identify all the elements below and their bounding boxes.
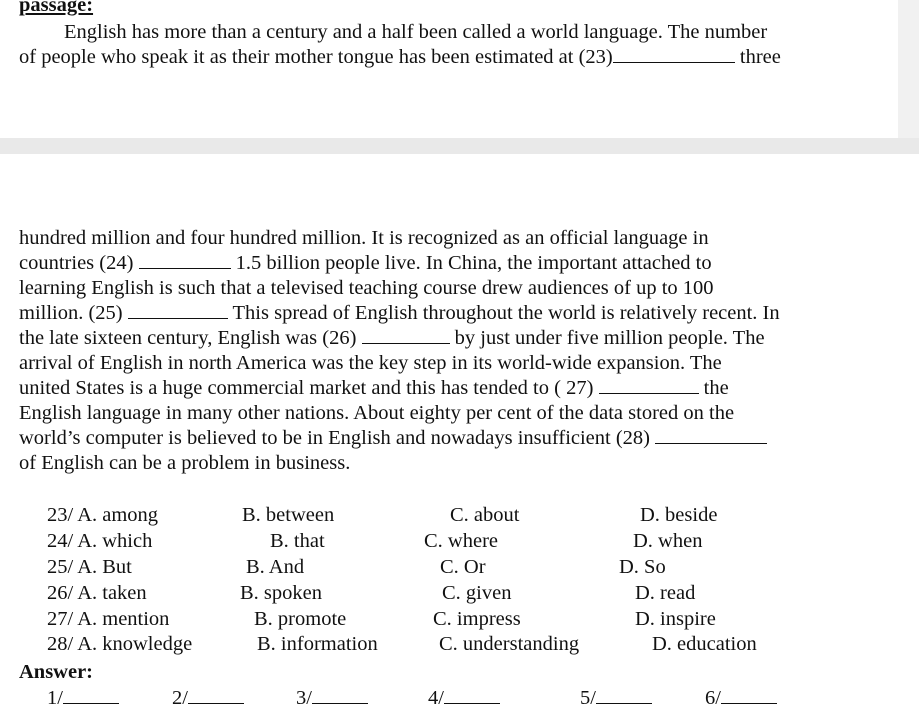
passage-line-tail: three: [739, 46, 781, 68]
option-25-d: D. So: [619, 556, 666, 578]
passage-line: [19, 45, 781, 69]
blank-26[interactable]: [362, 327, 450, 344]
passage-line: [19, 251, 712, 275]
passage-line-text: united States is a huge commercial market and this has tended to ( 27): [19, 377, 594, 399]
passage-line-text: by just under five million people. The: [454, 327, 765, 349]
passage-line-text: world’s computer is believed to be in English and nowadays insufficient (28): [19, 427, 651, 449]
answer-slot-label: 6/: [705, 687, 721, 709]
passage-line: [19, 326, 765, 350]
blank-23[interactable]: [613, 46, 735, 63]
passage-line-text: the: [703, 377, 729, 399]
answer-blank[interactable]: [596, 687, 652, 704]
option-23-b: B. between: [242, 504, 335, 526]
passage-line-text: This spread of English throughout the world is relatively recent. In: [232, 302, 780, 324]
page-break: [0, 138, 919, 154]
answer-blank[interactable]: [312, 687, 368, 704]
passage-line: English language in many other nations. About eighty per cent of the data stored on the: [19, 402, 735, 424]
option-23-c: C. about: [450, 504, 520, 526]
answer-slot-label: 4/: [428, 687, 444, 709]
option-26-d: D. read: [635, 582, 696, 604]
answer-slot-label: 3/: [296, 687, 312, 709]
passage-line: of English can be a problem in business.: [19, 452, 351, 474]
passage-line: English has more than a century and a half been called a world language. The number: [64, 21, 768, 43]
passage-line: [19, 426, 767, 450]
passage-line: arrival of English in north America was the key step in its world-wide expansion. The: [19, 352, 722, 374]
option-24-c: C. where: [424, 530, 499, 552]
option-24-d: D. when: [633, 530, 703, 552]
blank-24[interactable]: [139, 252, 231, 269]
answer-slot-6[interactable]: [705, 686, 777, 710]
passage-line: [19, 301, 780, 325]
answer-slot-3[interactable]: [296, 686, 368, 710]
passage-line: [19, 376, 729, 400]
answer-blank[interactable]: [721, 687, 777, 704]
option-27-c: C. impress: [433, 608, 521, 630]
passage-line-text: million. (25): [19, 302, 123, 324]
passage-line-text: 1.5 billion people live. In China, the important attached to: [235, 252, 712, 274]
answer-slot-label: 2/: [172, 687, 188, 709]
option-28-a: 28/ A. knowledge: [47, 633, 193, 655]
option-28-d: D. education: [652, 633, 757, 655]
option-25-b: B. And: [246, 556, 305, 578]
passage-line: learning English is such that a televised teaching course drew audiences of up to 100: [19, 277, 714, 299]
option-26-b: B. spoken: [240, 582, 322, 604]
option-28-c: C. understanding: [439, 633, 580, 655]
passage-line-text: countries (24): [19, 252, 134, 274]
option-25-c: C. Or: [440, 556, 486, 578]
option-24-b: B. that: [270, 530, 325, 552]
option-27-d: D. inspire: [635, 608, 716, 630]
passage-line: hundred million and four hundred million. It is recognized as an official language in: [19, 227, 709, 249]
blank-28[interactable]: [655, 427, 767, 444]
answer-blank[interactable]: [188, 687, 244, 704]
option-27-a: 27/ A. mention: [47, 608, 170, 630]
answer-slot-2[interactable]: [172, 686, 244, 710]
option-24-a: 24/ A. which: [47, 530, 153, 552]
option-28-b: B. information: [257, 633, 378, 655]
page-edge: [898, 0, 919, 138]
option-25-a: 25/ A. But: [47, 556, 132, 578]
answer-label: Answer:: [19, 661, 94, 683]
option-26-a: 26/ A. taken: [47, 582, 147, 604]
answer-slot-1[interactable]: [47, 686, 119, 710]
option-26-c: C. given: [442, 582, 512, 604]
blank-27[interactable]: [599, 377, 699, 394]
answer-slot-5[interactable]: [580, 686, 652, 710]
answer-blank[interactable]: [444, 687, 500, 704]
option-27-b: B. promote: [254, 608, 347, 630]
blank-25[interactable]: [128, 302, 228, 319]
passage-heading: passage:: [19, 0, 94, 16]
passage-line-text: the late sixteen century, English was (26): [19, 327, 357, 349]
passage-line-text: of people who speak it as their mother tongue has been estimated at (23): [19, 46, 613, 68]
option-23-a: 23/ A. among: [47, 504, 159, 526]
answer-slot-label: 1/: [47, 687, 63, 709]
answer-slot-4[interactable]: [428, 686, 500, 710]
option-23-d: D. beside: [640, 504, 718, 526]
answer-blank[interactable]: [63, 687, 119, 704]
answer-slot-label: 5/: [580, 687, 596, 709]
